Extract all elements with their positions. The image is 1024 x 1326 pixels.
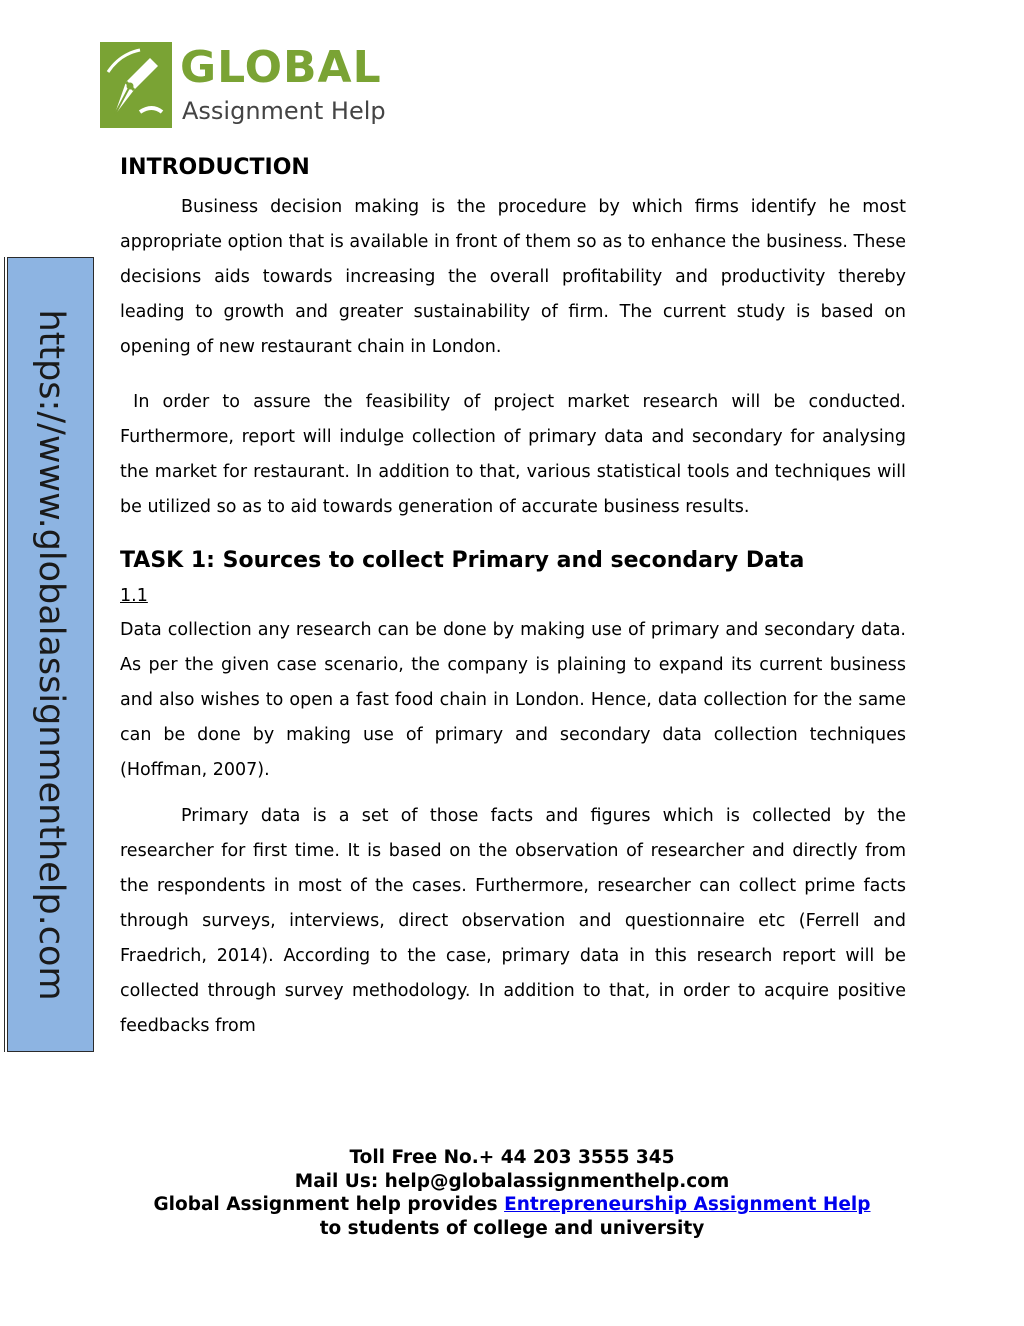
provides-line <box>0 1193 1024 1217</box>
provides-prefix: Global Assignment help provides <box>153 1194 505 1215</box>
document-body <box>120 150 912 1044</box>
entrepreneurship-help-link[interactable]: Entrepreneurship Assignment Help <box>504 1194 871 1215</box>
task-heading: TASK 1: Sources to collect Primary and secondary Data <box>120 548 805 573</box>
toll-free-number: Toll Free No.+ 44 203 3555 345 <box>349 1147 675 1168</box>
logo-title: GLOBAL <box>180 42 382 93</box>
company-logo <box>100 42 400 130</box>
intro-heading: INTRODUCTION <box>120 155 310 180</box>
task-paragraph-2: Primary data is a set of those facts and figures which is collected by the researcher for first time. It is based on the observation of researcher and directly from the respondents in most of the cases. Furthermore, researcher can collect prime facts through surveys, interviews, direct observation and questionnaire etc (Ferrell and Fraedrich, 2014). According to the case, primary data in this research report will be collected through survey methodology. In addition to that, in order to acquire positive feedbacks from <box>120 806 906 1036</box>
website-side-banner <box>7 257 94 1052</box>
logo-subtitle: Assignment Help <box>182 97 386 125</box>
intro-paragraph-2: In order to assure the feasibility of project market research will be conducted. Furthermore, report will indulge collection of primary data and secondary for analysing the market for restaurant. In addition to that, various statistical tools and techniques will be utilized so as to aid towards generation of accurate business results. <box>120 392 912 517</box>
website-url[interactable]: https://www.globalassignmenthelp.com <box>30 308 71 1001</box>
intro-paragraph-1: Business decision making is the procedure by which firms identify he most appropriate option that is available in front of them so as to enhance the business. These decisions aids towards increasing the overall profitability and productivity thereby leading to growth and greater sustainability of firm. The current study is based on opening of new restaurant chain in London. <box>120 197 906 357</box>
section-number: 1.1 <box>120 586 148 606</box>
task-paragraph-1: Data collection any research can be done by making use of primary and secondary data. As per the given case scenario, the company is plaining to expand its current business and also wishes to open a fast food chain in London. Hence, data collection for the same can be done by making use of primary and secondary data collection techniques (Hoffman, 2007). <box>120 620 906 780</box>
mail-address: Mail Us: help@globalassignmenthelp.com <box>294 1170 730 1192</box>
pen-nib-icon <box>100 42 172 128</box>
page-footer <box>0 1146 1024 1240</box>
closing-line: to students of college and university <box>319 1217 705 1239</box>
